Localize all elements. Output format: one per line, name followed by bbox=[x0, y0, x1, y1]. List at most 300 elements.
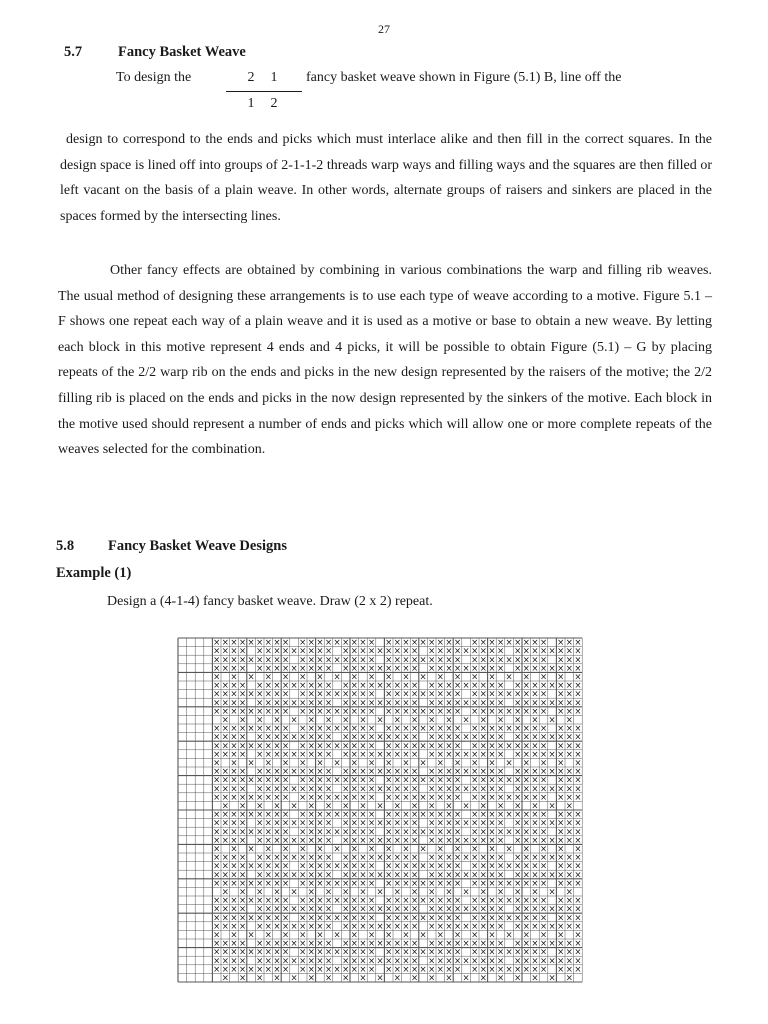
weave-mark: × bbox=[505, 964, 513, 975]
weave-mark: × bbox=[514, 913, 522, 924]
weave-mark: × bbox=[307, 827, 315, 838]
weave-mark: × bbox=[419, 878, 427, 889]
weave-mark: × bbox=[264, 930, 272, 941]
weave-mark: × bbox=[273, 939, 281, 950]
weave-mark: × bbox=[471, 896, 479, 907]
weave-mark: × bbox=[230, 835, 238, 846]
weave-mark: × bbox=[247, 638, 255, 649]
weave-mark: × bbox=[445, 638, 453, 649]
weave-mark: × bbox=[462, 887, 470, 898]
weave-mark: × bbox=[539, 964, 548, 975]
weave-mark: × bbox=[281, 827, 290, 838]
weave-mark: × bbox=[419, 930, 427, 941]
weave-mark: × bbox=[428, 715, 436, 726]
weave-mark: × bbox=[281, 681, 290, 692]
weave-mark: × bbox=[445, 741, 453, 752]
weave-mark: × bbox=[557, 818, 565, 829]
weave-mark: × bbox=[557, 672, 565, 683]
weave-mark: × bbox=[428, 749, 436, 760]
weave-mark: × bbox=[299, 930, 307, 941]
weave-mark: × bbox=[256, 861, 264, 872]
weave-mark: × bbox=[557, 775, 565, 786]
weave-mark: × bbox=[557, 835, 565, 846]
weave-mark: × bbox=[367, 870, 376, 881]
weave-mark: × bbox=[273, 827, 281, 838]
weave-mark: × bbox=[479, 681, 487, 692]
weave-mark: × bbox=[436, 663, 444, 674]
weave-mark: × bbox=[522, 663, 530, 674]
weave-mark: × bbox=[522, 861, 530, 872]
weave-mark: × bbox=[324, 835, 333, 846]
weave-mark: × bbox=[307, 792, 315, 803]
weave-mark: × bbox=[462, 870, 470, 881]
weave-mark: × bbox=[479, 775, 487, 786]
weave-mark: × bbox=[505, 861, 513, 872]
weave-mark: × bbox=[324, 870, 333, 881]
weave-mark: × bbox=[402, 784, 410, 795]
weave-mark: × bbox=[453, 861, 462, 872]
weave-mark: × bbox=[385, 939, 393, 950]
weave-mark: × bbox=[307, 835, 315, 846]
weave-mark: × bbox=[410, 792, 419, 803]
weave-mark: × bbox=[238, 638, 247, 649]
weave-mark: × bbox=[385, 956, 393, 967]
weave-mark: × bbox=[367, 878, 376, 889]
weave-mark: × bbox=[514, 870, 522, 881]
weave-mark: × bbox=[290, 801, 298, 812]
weave-mark: × bbox=[471, 655, 479, 666]
weave-mark: × bbox=[522, 672, 530, 683]
weave-mark: × bbox=[324, 956, 333, 967]
weave-mark: × bbox=[342, 853, 350, 864]
weave-mark: × bbox=[221, 956, 229, 967]
weave-mark: × bbox=[402, 921, 410, 932]
weave-mark: × bbox=[402, 904, 410, 915]
weave-mark: × bbox=[359, 913, 367, 924]
weave-mark: × bbox=[342, 724, 350, 735]
weave-mark: × bbox=[410, 801, 419, 812]
weave-mark: × bbox=[367, 749, 376, 760]
weave-mark: × bbox=[402, 870, 410, 881]
weave-mark: × bbox=[479, 663, 487, 674]
weave-mark: × bbox=[333, 844, 341, 855]
weave-mark: × bbox=[230, 921, 238, 932]
weave-mark: × bbox=[496, 775, 505, 786]
weave-mark: × bbox=[256, 655, 264, 666]
weave-mark: × bbox=[496, 741, 505, 752]
weave-mark: × bbox=[307, 749, 315, 760]
weave-mark: × bbox=[496, 698, 505, 709]
weave-mark: × bbox=[324, 947, 333, 958]
weave-mark: × bbox=[238, 732, 247, 743]
weave-mark: × bbox=[539, 818, 548, 829]
weave-mark: × bbox=[333, 792, 341, 803]
weave-mark: × bbox=[324, 681, 333, 692]
weave-mark: × bbox=[256, 896, 264, 907]
weave-mark: × bbox=[445, 853, 453, 864]
weave-mark: × bbox=[307, 921, 315, 932]
weave-mark: × bbox=[324, 689, 333, 700]
weave-mark: × bbox=[281, 956, 290, 967]
weave-mark: × bbox=[385, 672, 393, 683]
weave-mark: × bbox=[238, 810, 247, 821]
weave-mark: × bbox=[488, 930, 496, 941]
weave-mark: × bbox=[548, 835, 556, 846]
weave-mark: × bbox=[290, 732, 298, 743]
weave-mark: × bbox=[316, 921, 324, 932]
weave-mark: × bbox=[256, 939, 264, 950]
weave-mark: × bbox=[496, 904, 505, 915]
weave-mark: × bbox=[238, 706, 247, 717]
weave-mark: × bbox=[256, 904, 264, 915]
weave-mark: × bbox=[428, 706, 436, 717]
weave-mark: × bbox=[402, 853, 410, 864]
weave-mark: × bbox=[385, 930, 393, 941]
weave-mark: × bbox=[428, 801, 436, 812]
weave-mark: × bbox=[557, 861, 565, 872]
weave-mark: × bbox=[342, 784, 350, 795]
weave-mark: × bbox=[531, 741, 539, 752]
weave-mark: × bbox=[496, 749, 505, 760]
weave-mark: × bbox=[230, 646, 238, 657]
weave-mark: × bbox=[436, 749, 444, 760]
weave-mark: × bbox=[342, 689, 350, 700]
weave-mark: × bbox=[324, 861, 333, 872]
weave-mark: × bbox=[316, 732, 324, 743]
paragraph-1 bbox=[60, 127, 712, 229]
weave-mark: × bbox=[539, 663, 548, 674]
weave-mark: × bbox=[281, 913, 290, 924]
weave-mark: × bbox=[367, 758, 376, 769]
weave-mark: × bbox=[557, 896, 565, 907]
weave-mark: × bbox=[514, 947, 522, 958]
weave-mark: × bbox=[385, 835, 393, 846]
weave-mark: × bbox=[453, 775, 462, 786]
weave-mark: × bbox=[531, 706, 539, 717]
weave-mark: × bbox=[557, 921, 565, 932]
weave-mark: × bbox=[514, 655, 522, 666]
weave-mark: × bbox=[488, 758, 496, 769]
weave-mark: × bbox=[256, 749, 264, 760]
weave-mark: × bbox=[273, 732, 281, 743]
weave-mark: × bbox=[496, 878, 505, 889]
weave-mark: × bbox=[496, 724, 505, 735]
weave-mark: × bbox=[410, 964, 419, 975]
weave-mark: × bbox=[393, 896, 401, 907]
weave-mark: × bbox=[256, 646, 264, 657]
weave-mark: × bbox=[290, 870, 298, 881]
weave-mark: × bbox=[436, 964, 444, 975]
weave-mark: × bbox=[376, 646, 384, 657]
weave-mark: × bbox=[419, 689, 427, 700]
paragraph-2-text: Other fancy effects are obtained by combining in various combinations the warp and filling rib weaves. The usual method of designing these arrangements is to use each type of weave according to a motive. Figure 5.1 – F shows one repeat each way of a plain weave and it is used as a motive or base to obtain a new weave. By letting each block in this motive represent 4 ends and 4 picks, it will be possible to obtain Figure (5.1) – G by placing repeats of the 2/2 warp rib on the ends and picks in the new design represented by the raisers of the motive; the 2/2 filling rib is placed on the ends and picks in the now design represented by the sinkers of the motive. Each block in the motive used should represent a number of ends and picks which will allow one or more complete repeats of the weaves selected for the combination. bbox=[58, 263, 712, 458]
weave-mark: × bbox=[453, 767, 462, 778]
weave-mark: × bbox=[350, 810, 358, 821]
weave-mark: × bbox=[299, 663, 307, 674]
weave-mark: × bbox=[350, 921, 358, 932]
weave-mark: × bbox=[316, 663, 324, 674]
weave-mark: × bbox=[393, 956, 401, 967]
weave-mark: × bbox=[385, 638, 393, 649]
weave-mark: × bbox=[479, 973, 487, 984]
weave-mark: × bbox=[264, 835, 272, 846]
weave-mark: × bbox=[471, 947, 479, 958]
weave-mark: × bbox=[548, 749, 556, 760]
weave-mark: × bbox=[316, 749, 324, 760]
weave-mark: × bbox=[350, 646, 358, 657]
weave-mark: × bbox=[350, 844, 358, 855]
weave-mark: × bbox=[264, 681, 272, 692]
weave-mark: × bbox=[574, 861, 582, 872]
weave-mark: × bbox=[221, 792, 229, 803]
weave-mark: × bbox=[531, 732, 539, 743]
weave-mark: × bbox=[213, 672, 221, 683]
weave-mark: × bbox=[453, 827, 462, 838]
weave-mark: × bbox=[359, 818, 367, 829]
weave-mark: × bbox=[574, 698, 582, 709]
weave-mark: × bbox=[264, 904, 272, 915]
weave-mark: × bbox=[402, 741, 410, 752]
weave-mark: × bbox=[359, 947, 367, 958]
weave-mark: × bbox=[479, 638, 487, 649]
weave-mark: × bbox=[221, 706, 229, 717]
weave-mark: × bbox=[281, 749, 290, 760]
weave-mark: × bbox=[264, 861, 272, 872]
weave-mark: × bbox=[496, 913, 505, 924]
weave-mark: × bbox=[238, 784, 247, 795]
weave-mark: × bbox=[402, 835, 410, 846]
weave-mark: × bbox=[479, 767, 487, 778]
weave-mark: × bbox=[385, 784, 393, 795]
weave-mark: × bbox=[479, 732, 487, 743]
weave-mark: × bbox=[367, 956, 376, 967]
weave-mark: × bbox=[230, 767, 238, 778]
weave-mark: × bbox=[281, 930, 290, 941]
weave-mark: × bbox=[307, 853, 315, 864]
weave-mark: × bbox=[436, 956, 444, 967]
weave-mark: × bbox=[445, 904, 453, 915]
weave-mark: × bbox=[281, 741, 290, 752]
weave-mark: × bbox=[471, 689, 479, 700]
weave-mark: × bbox=[539, 930, 548, 941]
weave-mark: × bbox=[453, 818, 462, 829]
weave-mark: × bbox=[221, 801, 229, 812]
weave-mark: × bbox=[316, 767, 324, 778]
weave-mark: × bbox=[514, 973, 522, 984]
weave-mark: × bbox=[376, 973, 384, 984]
weave-mark: × bbox=[342, 706, 350, 717]
weave-mark: × bbox=[402, 638, 410, 649]
weave-mark: × bbox=[531, 947, 539, 958]
weave-mark: × bbox=[324, 810, 333, 821]
weave-mark: × bbox=[428, 784, 436, 795]
weave-mark: × bbox=[256, 913, 264, 924]
weave-mark: × bbox=[453, 810, 462, 821]
weave-mark: × bbox=[342, 956, 350, 967]
weave-mark: × bbox=[359, 681, 367, 692]
weave-mark: × bbox=[436, 724, 444, 735]
weave-mark: × bbox=[496, 767, 505, 778]
weave-mark: × bbox=[410, 689, 419, 700]
weave-mark: × bbox=[505, 741, 513, 752]
weave-mark: × bbox=[238, 896, 247, 907]
weave-mark: × bbox=[419, 724, 427, 735]
weave-mark: × bbox=[299, 896, 307, 907]
weave-mark: × bbox=[557, 646, 565, 657]
weave-mark: × bbox=[436, 638, 444, 649]
weave-mark: × bbox=[453, 930, 462, 941]
weave-mark: × bbox=[428, 810, 436, 821]
weave-mark: × bbox=[393, 724, 401, 735]
weave-mark: × bbox=[471, 921, 479, 932]
weave-mark: × bbox=[290, 921, 298, 932]
weave-mark: × bbox=[505, 878, 513, 889]
weave-mark: × bbox=[565, 775, 573, 786]
weave-mark: × bbox=[428, 913, 436, 924]
weave-mark: × bbox=[316, 792, 324, 803]
weave-mark: × bbox=[385, 964, 393, 975]
weave-mark: × bbox=[522, 835, 530, 846]
weave-mark: × bbox=[238, 913, 247, 924]
weave-mark: × bbox=[342, 870, 350, 881]
weave-mark: × bbox=[531, 887, 539, 898]
weave-mark: × bbox=[428, 732, 436, 743]
weave-mark: × bbox=[402, 758, 410, 769]
weave-mark: × bbox=[471, 638, 479, 649]
weave-mark: × bbox=[230, 818, 238, 829]
weave-mark: × bbox=[290, 663, 298, 674]
weave-mark: × bbox=[324, 964, 333, 975]
weave-mark: × bbox=[393, 663, 401, 674]
weave-mark: × bbox=[548, 784, 556, 795]
weave-mark: × bbox=[479, 904, 487, 915]
weave-mark: × bbox=[522, 792, 530, 803]
weave-mark: × bbox=[230, 784, 238, 795]
weave-mark: × bbox=[299, 835, 307, 846]
weave-mark: × bbox=[213, 706, 221, 717]
weave-mark: × bbox=[238, 741, 247, 752]
weave-mark: × bbox=[531, 827, 539, 838]
weave-mark: × bbox=[428, 870, 436, 881]
weave-mark: × bbox=[557, 792, 565, 803]
weave-mark: × bbox=[402, 810, 410, 821]
weave-mark: × bbox=[436, 758, 444, 769]
weave-mark: × bbox=[359, 853, 367, 864]
weave-mark: × bbox=[496, 896, 505, 907]
weave-mark: × bbox=[264, 810, 272, 821]
weave-mark: × bbox=[281, 689, 290, 700]
weave-mark: × bbox=[307, 689, 315, 700]
weave-mark: × bbox=[299, 698, 307, 709]
weave-mark: × bbox=[565, 681, 573, 692]
weave-mark: × bbox=[350, 758, 358, 769]
weave-mark: × bbox=[230, 663, 238, 674]
weave-mark: × bbox=[273, 792, 281, 803]
weave-mark: × bbox=[376, 853, 384, 864]
weave-mark: × bbox=[350, 749, 358, 760]
weave-mark: × bbox=[531, 749, 539, 760]
weave-mark: × bbox=[299, 775, 307, 786]
weave-mark: × bbox=[514, 792, 522, 803]
weave-mark: × bbox=[514, 784, 522, 795]
weave-mark: × bbox=[350, 904, 358, 915]
weave-mark: × bbox=[402, 732, 410, 743]
weave-mark: × bbox=[522, 638, 530, 649]
weave-mark: × bbox=[453, 758, 462, 769]
weave-mark: × bbox=[238, 792, 247, 803]
weave-mark: × bbox=[445, 732, 453, 743]
weave-mark: × bbox=[256, 964, 264, 975]
weave-mark: × bbox=[453, 672, 462, 683]
weave-mark: × bbox=[453, 792, 462, 803]
weave-mark: × bbox=[316, 724, 324, 735]
weave-mark: × bbox=[505, 775, 513, 786]
weave-mark: × bbox=[307, 663, 315, 674]
weave-mark: × bbox=[453, 732, 462, 743]
weave-mark: × bbox=[393, 698, 401, 709]
weave-mark: × bbox=[539, 878, 548, 889]
weave-mark: × bbox=[256, 732, 264, 743]
weave-mark: × bbox=[307, 870, 315, 881]
weave-mark: × bbox=[238, 801, 247, 812]
weave-mark: × bbox=[479, 655, 487, 666]
weave-mark: × bbox=[471, 784, 479, 795]
weave-mark: × bbox=[445, 956, 453, 967]
weave-mark: × bbox=[548, 767, 556, 778]
weave-mark: × bbox=[324, 775, 333, 786]
weave-mark: × bbox=[221, 775, 229, 786]
weave-mark: × bbox=[213, 792, 221, 803]
weave-mark: × bbox=[574, 930, 582, 941]
weave-mark: × bbox=[307, 646, 315, 657]
weave-mark: × bbox=[488, 681, 496, 692]
weave-mark: × bbox=[574, 878, 582, 889]
weave-mark: × bbox=[531, 896, 539, 907]
weave-mark: × bbox=[462, 956, 470, 967]
weave-mark: × bbox=[213, 827, 221, 838]
weave-mark: × bbox=[471, 672, 479, 683]
weave-mark: × bbox=[264, 663, 272, 674]
weave-mark: × bbox=[264, 878, 272, 889]
weave-design-figure bbox=[176, 636, 590, 988]
weave-mark: × bbox=[445, 973, 453, 984]
weave-mark: × bbox=[376, 921, 384, 932]
weave-mark: × bbox=[539, 956, 548, 967]
weave-mark: × bbox=[479, 689, 487, 700]
weave-mark: × bbox=[350, 732, 358, 743]
weave-mark: × bbox=[238, 775, 247, 786]
weave-mark: × bbox=[376, 715, 384, 726]
weave-mark: × bbox=[436, 655, 444, 666]
weave-mark: × bbox=[522, 689, 530, 700]
weave-mark: × bbox=[316, 818, 324, 829]
weave-mark: × bbox=[428, 827, 436, 838]
weave-mark: × bbox=[565, 861, 573, 872]
weave-mark: × bbox=[221, 767, 229, 778]
weave-mark: × bbox=[428, 835, 436, 846]
weave-mark: × bbox=[410, 947, 419, 958]
weave-mark: × bbox=[281, 646, 290, 657]
weave-mark: × bbox=[230, 896, 238, 907]
weave-mark: × bbox=[221, 784, 229, 795]
weave-mark: × bbox=[367, 767, 376, 778]
weave-mark: × bbox=[221, 861, 229, 872]
weave-mark: × bbox=[522, 939, 530, 950]
weave-mark: × bbox=[453, 698, 462, 709]
weave-mark: × bbox=[410, 956, 419, 967]
weave-fraction bbox=[226, 70, 302, 112]
weave-mark: × bbox=[522, 724, 530, 735]
